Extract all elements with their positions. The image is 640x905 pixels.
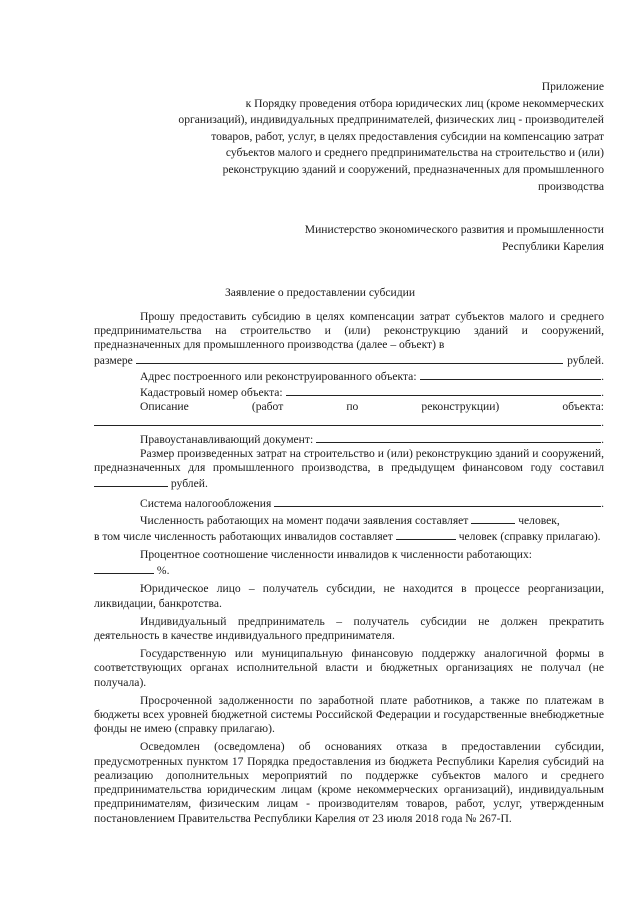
appendix-line: товаров, работ, услуг, в целях предоставления субсидии на компенсацию затрат bbox=[211, 129, 604, 143]
request-paragraph: Прошу предоставить субсидию в целях компенсации затрат субъектов малого и среднего предпринимательства на строительство и (или) реконструкцию зданий и сооружений, предназначенных для промышленного производства (далее – объект) в bbox=[94, 310, 604, 352]
legal-entity-paragraph: Юридическое лицо – получатель субсидии, не находится в процессе реорганизации, ликвидации, банкротства. bbox=[94, 582, 604, 610]
document-title: Заявление о предоставлении субсидии bbox=[224, 286, 416, 299]
tax-system-field[interactable] bbox=[274, 495, 601, 507]
disabled-staff-paragraph: в том числе численность работающих инвалидов составляет человек (справку прилагаю). bbox=[94, 529, 601, 543]
appendix-line: реконструкцию зданий и сооружений, предназначенных для промышленного bbox=[222, 162, 604, 176]
appendix-header bbox=[120, 79, 604, 195]
informed-paragraph: Осведомлен (осведомлена) об основаниях отказа в предоставлении субсидии, предусмотренных пунктом 17 Порядка предоставления из бюджета Республики Карелия субсидий на реализацию дополнительных мероприятий по поддержке субъектов малого и среднего предпринимательства юридическим лицам (кроме некоммерческих организаций), индивидуальным предпринимателям, физическим лицам - производителям товаров, работ, услуг, утвержденным постановлением Правительства Республики Карелия от 23 июля 2018 года № 267-П. bbox=[94, 740, 604, 825]
appendix-line: организаций), индивидуальных предпринимателей, физических лиц - производителей bbox=[178, 113, 604, 127]
ratio-field[interactable] bbox=[94, 562, 154, 574]
support-paragraph: Государственную или муниципальную финансовую поддержку аналогичной формы в соответствующих органах исполнительной власти и бюджетных организациях не получал (не получала). bbox=[94, 647, 604, 689]
cadastre-number-field[interactable] bbox=[286, 384, 601, 396]
tax-system-line: Система налогообложения . bbox=[140, 497, 604, 511]
application-body bbox=[94, 310, 604, 826]
object-description-field[interactable] bbox=[94, 414, 601, 426]
description-field-line: . bbox=[94, 414, 604, 430]
subsidy-amount-field[interactable] bbox=[136, 352, 563, 364]
subsidy-amount-line: размере рублей. bbox=[94, 353, 604, 367]
addressee-block bbox=[240, 222, 604, 255]
ratio-line: %. bbox=[94, 562, 604, 578]
debt-paragraph: Просроченной задолженности по заработной плате работников, а также по платежам в бюджеты всех уровней бюджетной системы Российской Федерации и государственные внебюджетные фонды не имею (справку прилагаю). bbox=[94, 693, 604, 736]
disabled-staff-count-field[interactable] bbox=[396, 528, 456, 540]
description-line: Описание (работ по реконструкции) объекта: bbox=[140, 400, 604, 414]
object-address-field[interactable] bbox=[420, 368, 602, 380]
basis-document-field[interactable] bbox=[316, 431, 601, 443]
addressee-line: Республики Карелия bbox=[501, 239, 604, 253]
staff-count-field[interactable] bbox=[471, 512, 515, 524]
appendix-line: субъектов малого и среднего предпринимательства на строительство и (или) bbox=[225, 146, 604, 160]
costs-amount-field[interactable] bbox=[94, 475, 168, 487]
address-line: Адрес построенного или реконструированного объекта: . bbox=[140, 369, 604, 383]
addressee-line: Министерство экономического развития и промышленности bbox=[304, 223, 604, 236]
appendix-line: производства bbox=[537, 179, 604, 193]
cadastre-line: Кадастровый номер объекта: . bbox=[140, 386, 604, 400]
staff-paragraph: Численность работающих на момент подачи заявления составляет человек, bbox=[140, 513, 560, 527]
appendix-line: Приложение bbox=[541, 80, 604, 93]
ratio-paragraph: Процентное соотношение численности инвалидов к численности работающих: bbox=[140, 548, 533, 562]
appendix-line: к Порядку проведения отбора юридических лиц (кроме некоммерческих bbox=[245, 96, 604, 110]
entrepreneur-paragraph: Индивидуальный предприниматель – получатель субсидии не должен прекратить деятельность в качестве индивидуального предпринимателя. bbox=[94, 614, 604, 643]
costs-paragraph: Размер произведенных затрат на строительство и (или) реконструкцию зданий и сооружений, предназначенных для промышленного производства, в предыдущем финансовом году составил рублей. bbox=[94, 446, 604, 491]
basis-document-line: Правоустанавливающий документ: . bbox=[140, 432, 604, 446]
